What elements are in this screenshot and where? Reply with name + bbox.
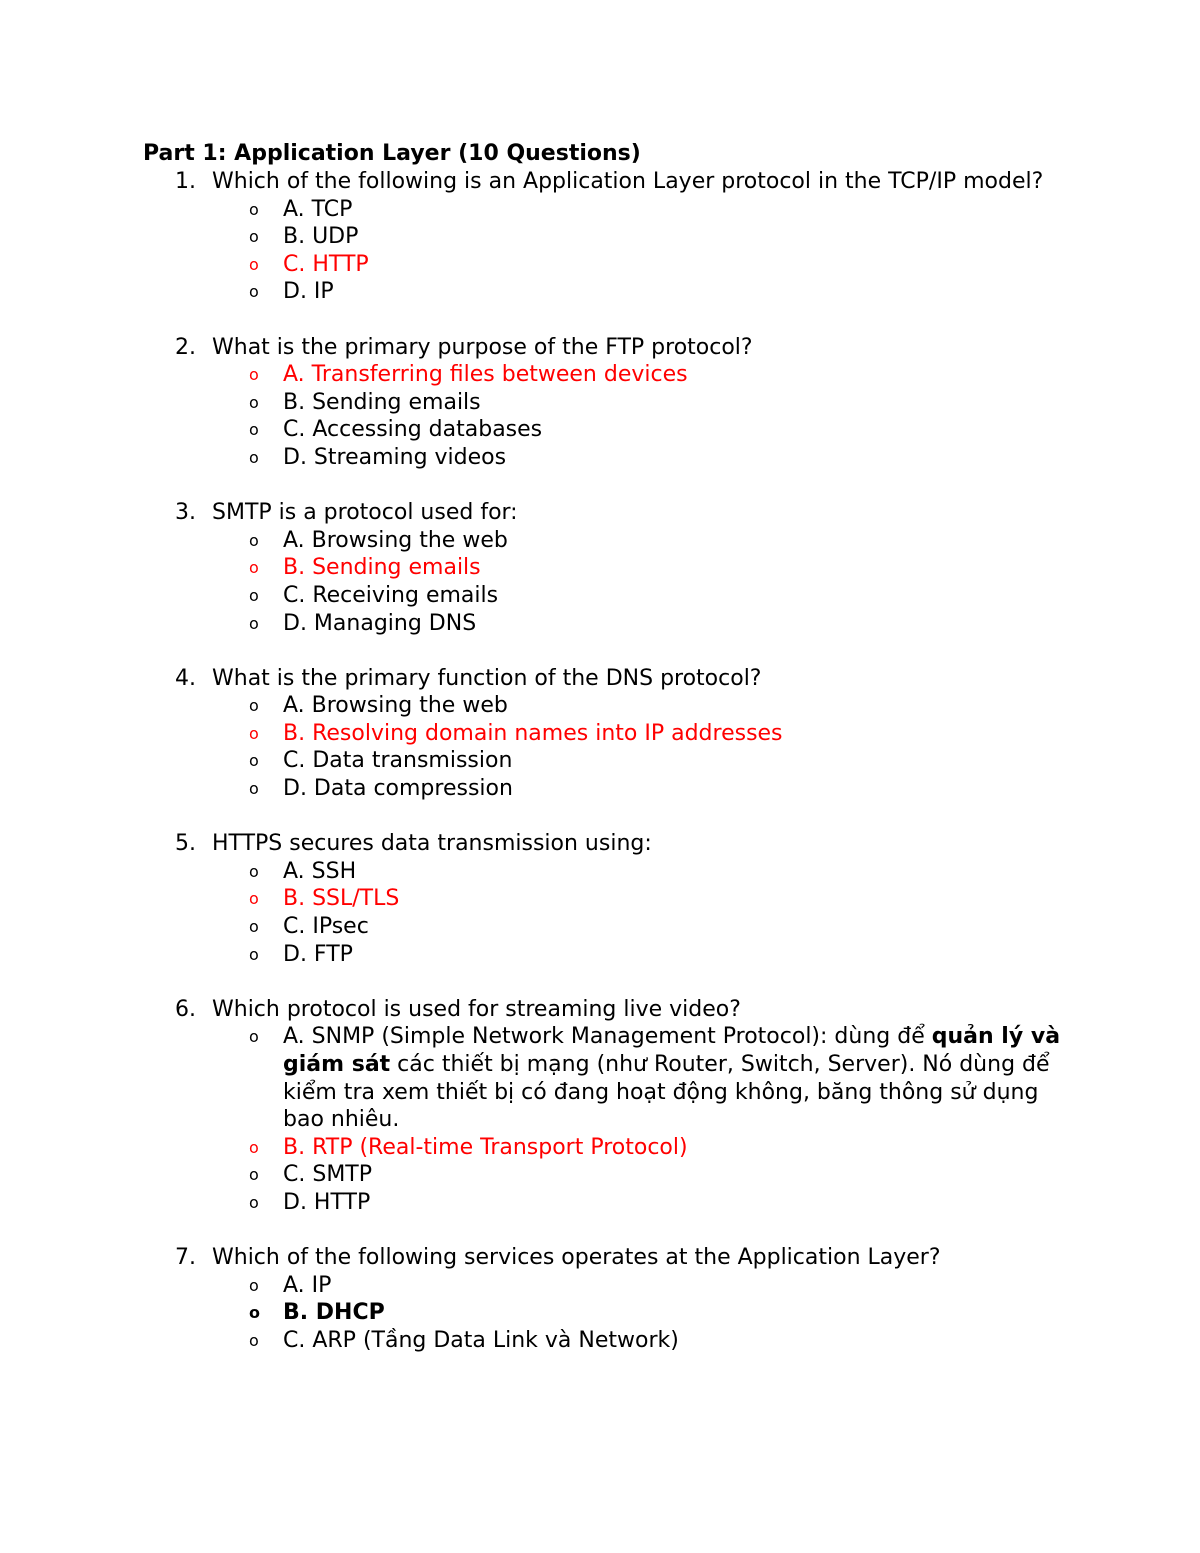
answer-option	[143, 416, 1063, 444]
option-text: B. Sending emails	[283, 555, 481, 581]
bullet-circle-icon: o	[249, 558, 259, 578]
bullet-circle-icon: o	[249, 751, 259, 771]
option-text: D. FTP	[283, 941, 353, 967]
bullet-circle-icon: o	[249, 365, 259, 385]
option-text: B. SSL/TLS	[283, 886, 400, 912]
option-text: C. SMTP	[283, 1162, 372, 1188]
question-text: HTTPS secures data transmission using:	[212, 831, 652, 857]
answer-option	[143, 610, 1063, 638]
answer-option	[143, 692, 1063, 720]
option-list	[143, 1023, 1103, 1216]
bullet-circle-icon: o	[249, 199, 259, 219]
answer-option-correct	[143, 251, 1063, 279]
option-text: A. TCP	[283, 196, 353, 222]
bullet-circle-icon: o	[249, 944, 259, 964]
option-text: A. SSH	[283, 858, 357, 884]
answer-option	[143, 223, 1063, 251]
answer-option-correct	[143, 720, 1063, 748]
option-text: B. Sending emails	[283, 389, 481, 415]
answer-option	[143, 1327, 1063, 1355]
option-text: C. HTTP	[283, 251, 369, 277]
bullet-circle-icon: o	[249, 696, 259, 716]
answer-option-correct	[143, 554, 1063, 582]
question-1	[143, 168, 1103, 334]
option-text: D. Data compression	[283, 776, 513, 802]
option-text: C. ARP (Tầng Data Link và Network)	[283, 1327, 679, 1353]
bullet-circle-icon: o	[249, 1275, 259, 1295]
option-text: C. Data transmission	[283, 748, 513, 774]
question-number: 3.	[175, 500, 196, 526]
option-text: D. Managing DNS	[283, 610, 477, 636]
question-number: 2.	[175, 334, 196, 360]
question-5	[143, 830, 1103, 996]
question-3	[143, 499, 1103, 665]
option-text: D. HTTP	[283, 1189, 371, 1215]
question-text: Which protocol is used for streaming live video?	[212, 996, 741, 1022]
answer-option	[143, 775, 1063, 803]
bullet-circle-icon: o	[249, 917, 259, 937]
bullet-circle-icon: o	[249, 723, 259, 743]
question-text: Which of the following services operates at the Application Layer?	[212, 1245, 941, 1271]
spacer	[143, 803, 1103, 831]
answer-option	[143, 1161, 1063, 1189]
question-2	[143, 334, 1103, 500]
spacer	[143, 1217, 1103, 1245]
option-list	[143, 692, 1103, 802]
answer-option	[143, 858, 1063, 886]
option-text: A. IP	[283, 1272, 332, 1298]
option-text: A. Browsing the web	[283, 693, 508, 719]
question-row	[143, 499, 1103, 527]
option-text: B. UDP	[283, 224, 359, 250]
answer-option	[143, 1299, 1063, 1327]
answer-option	[143, 1272, 1063, 1300]
answer-option	[143, 278, 1063, 306]
option-text: D. IP	[283, 279, 334, 305]
question-6	[143, 996, 1103, 1244]
question-text: Which of the following is an Application Layer protocol in the TCP/IP model?	[212, 169, 1044, 194]
bullet-circle-icon: o	[249, 447, 259, 467]
bullet-circle-icon: o	[249, 585, 259, 605]
bullet-circle-icon: o	[249, 1027, 259, 1047]
spacer	[143, 968, 1103, 996]
question-text: What is the primary function of the DNS protocol?	[212, 665, 762, 691]
question-row	[143, 334, 1103, 362]
bullet-circle-icon: o	[249, 1330, 259, 1350]
answer-option	[143, 913, 1063, 941]
bullet-circle-icon: o	[249, 420, 259, 440]
option-text: A. SNMP (Simple Network Management Protocol): dùng để	[283, 1024, 932, 1050]
bullet-circle-icon: o	[249, 1303, 260, 1323]
option-text: B. RTP (Real-time Transport Protocol)	[283, 1134, 688, 1160]
question-4	[143, 665, 1103, 831]
answer-option-correct	[143, 361, 1063, 389]
question-row	[143, 1244, 1103, 1272]
spacer	[143, 472, 1103, 500]
spacer	[143, 306, 1103, 334]
option-list	[143, 858, 1103, 968]
question-text: What is the primary purpose of the FTP protocol?	[212, 334, 753, 360]
bullet-circle-icon: o	[249, 779, 259, 799]
bullet-circle-icon: o	[249, 530, 259, 550]
option-text: A. Transferring files between devices	[283, 362, 688, 388]
bullet-circle-icon: o	[249, 1192, 259, 1212]
part-title: Part 1: Application Layer (10 Questions)	[143, 141, 641, 166]
option-text-bold: quản lý và giám sát	[283, 1024, 1061, 1077]
question-row	[143, 168, 1103, 196]
bullet-circle-icon: o	[249, 227, 259, 247]
option-text: C. Accessing databases	[283, 417, 543, 443]
option-text: C. Receiving emails	[283, 582, 499, 608]
option-list	[143, 361, 1103, 471]
answer-option	[143, 527, 1063, 555]
option-list	[143, 527, 1103, 637]
question-row	[143, 996, 1103, 1024]
document-content	[143, 140, 1103, 1355]
question-text: SMTP is a protocol used for:	[212, 500, 518, 526]
question-list	[143, 168, 1103, 1355]
question-7	[143, 1244, 1103, 1354]
question-row	[143, 830, 1103, 858]
bullet-circle-icon: o	[249, 254, 259, 274]
answer-option-correct	[143, 1134, 1063, 1162]
bullet-circle-icon: o	[249, 889, 259, 909]
option-text: D. Streaming videos	[283, 444, 507, 470]
answer-option	[143, 941, 1063, 969]
bullet-circle-icon: o	[249, 1137, 259, 1157]
answer-option	[143, 1023, 1063, 1133]
question-number: 4.	[175, 665, 196, 691]
option-text: B. DHCP	[283, 1300, 385, 1326]
option-text: C. IPsec	[283, 914, 369, 940]
answer-option	[143, 389, 1063, 417]
option-text: A. Browsing the web	[283, 527, 508, 553]
question-row	[143, 665, 1103, 693]
option-list	[143, 196, 1103, 306]
option-list	[143, 1272, 1103, 1355]
bullet-circle-icon: o	[249, 1165, 259, 1185]
option-text: B. Resolving domain names into IP addresses	[283, 720, 783, 746]
question-number: 6.	[175, 996, 196, 1022]
answer-option	[143, 582, 1063, 610]
answer-option-correct	[143, 885, 1063, 913]
question-number: 7.	[175, 1245, 196, 1271]
bullet-circle-icon: o	[249, 861, 259, 881]
option-text: các thiết bị mạng (như Router, Switch, Server). Nó dùng để kiểm tra xem thiết bị có đang hoạt động không, băng thông sử dụng bao nhiêu.	[283, 1052, 1050, 1133]
answer-option	[143, 444, 1063, 472]
answer-option	[143, 196, 1063, 224]
question-number: 1.	[175, 169, 196, 194]
answer-option	[143, 747, 1063, 775]
answer-option	[143, 1189, 1063, 1217]
spacer	[143, 637, 1103, 665]
question-number: 5.	[175, 831, 196, 857]
bullet-circle-icon: o	[249, 282, 259, 302]
bullet-circle-icon: o	[249, 392, 259, 412]
bullet-circle-icon: o	[249, 613, 259, 633]
